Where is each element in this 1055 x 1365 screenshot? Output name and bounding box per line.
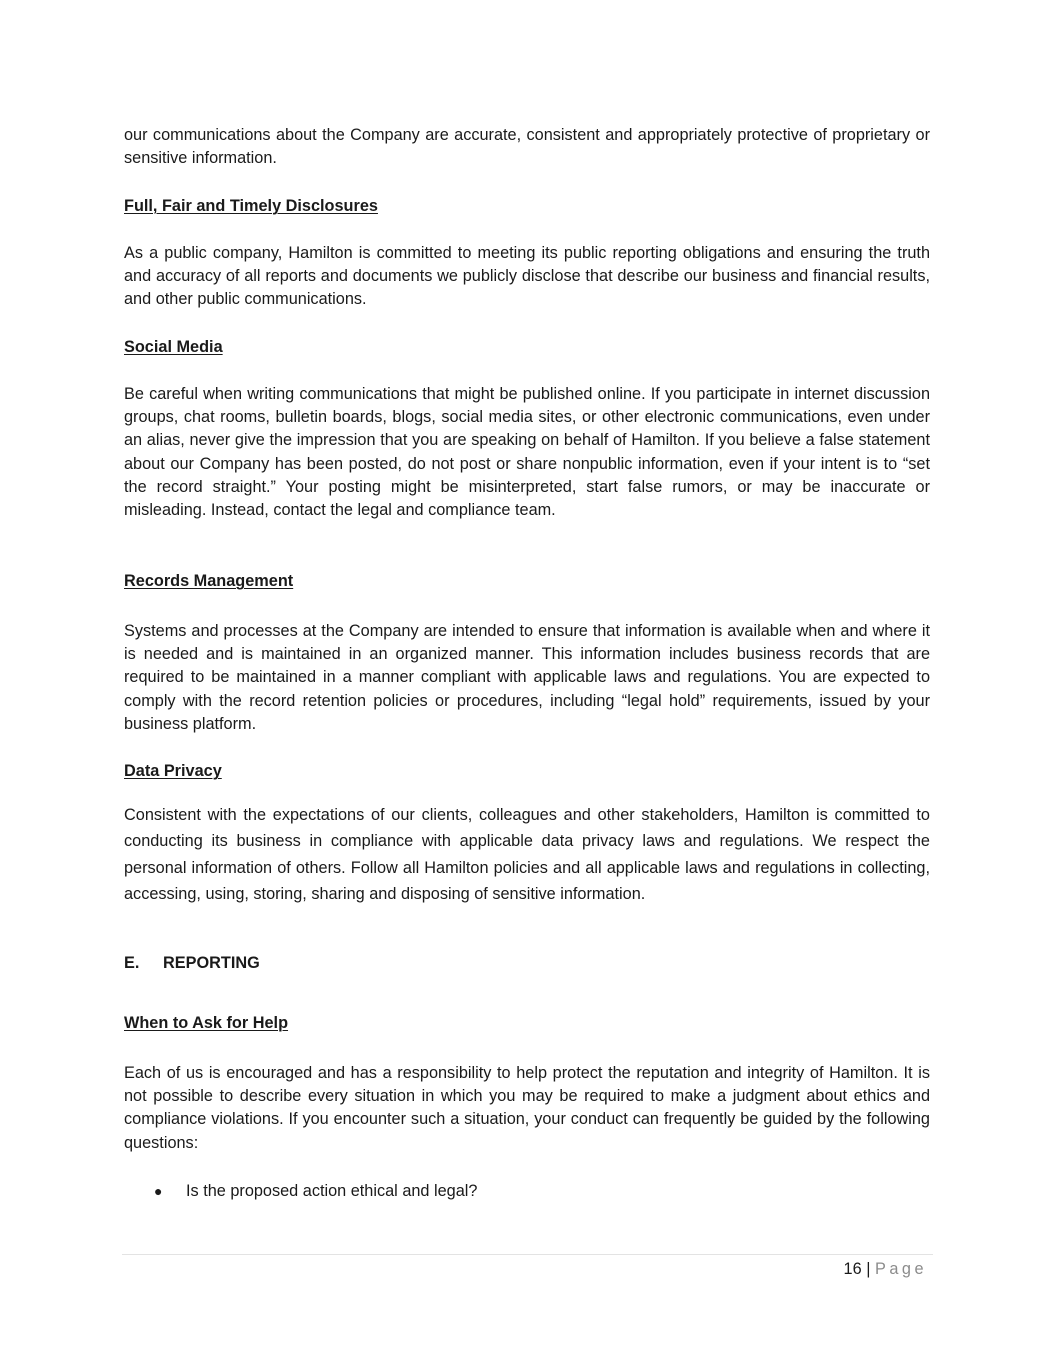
social-media-heading: Social Media: [124, 338, 223, 356]
records-management-heading: Records Management: [124, 572, 294, 590]
social-media-paragraph: Be careful when writing communications that might be published online. If you participate in internet discussion groups, chat rooms, bulletin boards, blogs, social media sites, or other electronic communications, even under an alias, never give the impression that you are speaking on behalf of Hamilton. If you believe a false statement about our Company has been posted, do not post or share nonpublic information, even if your intent is to “set the record straight.” Your posting might be misinterpreted, start false rumors, or may be inaccurate or misleading. Instead, contact the legal and compliance team.: [124, 385, 930, 520]
bullet-text: Is the proposed action ethical and legal?: [186, 1182, 478, 1200]
section-letter: E.: [124, 954, 140, 972]
data-privacy-heading: Data Privacy: [124, 762, 222, 780]
footer-separator: |: [866, 1260, 871, 1278]
full-fair-disclosures-heading: Full, Fair and Timely Disclosures: [124, 197, 378, 215]
bullet-list-item: [154, 1180, 477, 1203]
bullet-icon: ●: [154, 1183, 163, 1199]
page-footer: [844, 1258, 927, 1281]
data-privacy-paragraph: Consistent with the expectations of our clients, colleagues and other stakeholders, Hamilton is committed to conducting its business in compliance with applicable data privacy laws and regulations. We respect the personal information of others. Follow all Hamilton policies and all applicable laws and regulations in collecting, accessing, using, storing, sharing and disposing of sensitive information.: [124, 806, 930, 904]
intro-continuation-paragraph: our communications about the Company are accurate, consistent and appropriately protective of proprietary or sensitive information.: [124, 126, 930, 168]
when-to-ask-paragraph: Each of us is encouraged and has a responsibility to help protect the reputation and integrity of Hamilton. It is not possible to describe every situation in which you may be required to make a judgment about ethics and compliance violations. If you encounter such a situation, your conduct can frequently be guided by the following questions:: [124, 1064, 930, 1152]
page-label: Page: [874, 1260, 927, 1278]
when-to-ask-heading: When to Ask for Help: [124, 1014, 289, 1032]
section-e-reporting-title: [124, 952, 260, 975]
records-management-paragraph: Systems and processes at the Company are intended to ensure that information is available when and where it is needed and is maintained in an organized manner. This information includes business records that are required to be maintained in a manner compliant with applicable laws and regulations. You are expected to comply with the record retention policies or procedures, including “legal hold” requirements, issued by your business platform.: [124, 622, 930, 733]
footer-divider: [122, 1254, 933, 1255]
page-number: 16: [843, 1260, 862, 1278]
full-fair-disclosures-paragraph: As a public company, Hamilton is committed to meeting its public reporting obligations and ensuring the truth and accuracy of all reports and documents we publicly disclose that describe our business and financial results, and other public communications.: [124, 244, 930, 309]
section-title-text: REPORTING: [163, 954, 260, 972]
